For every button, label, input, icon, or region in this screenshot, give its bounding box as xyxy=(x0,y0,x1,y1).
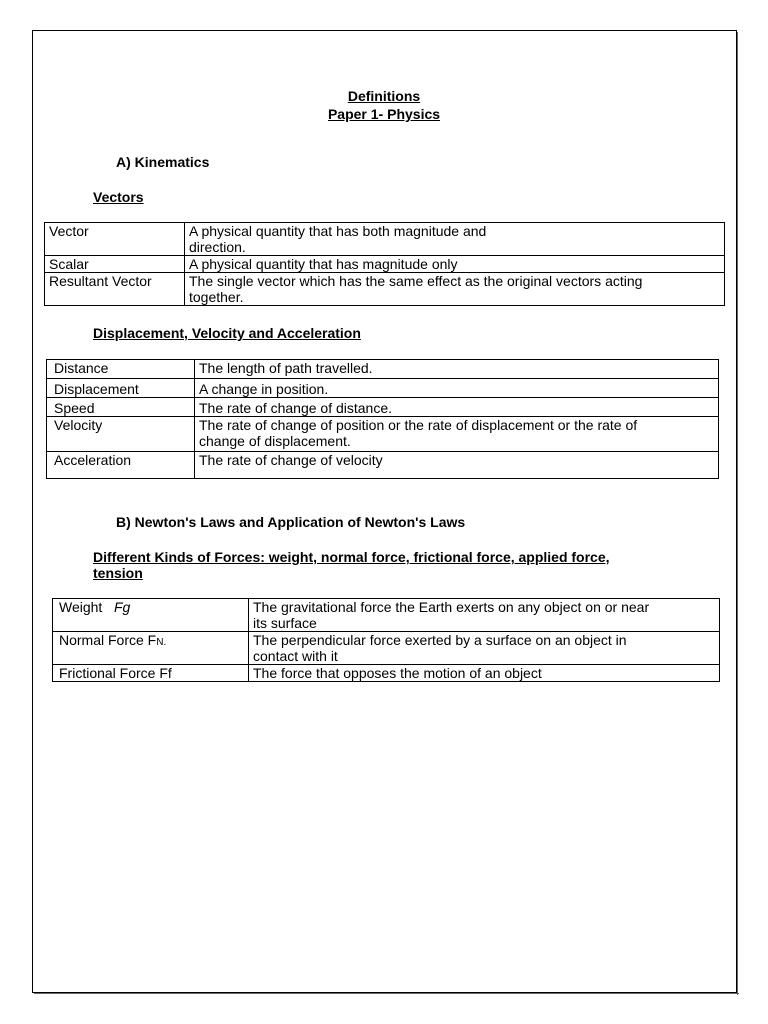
term-text: Normal Force F xyxy=(59,632,157,648)
motion-heading: Displacement, Velocity and Acceleration xyxy=(93,325,361,341)
term-cell: Speed xyxy=(47,398,195,417)
definition-line: change of displacement. xyxy=(199,433,351,449)
definition-cell xyxy=(249,599,720,632)
document-page xyxy=(32,30,737,993)
definition-cell xyxy=(249,632,720,665)
definition-line: The single vector which has the same effect as the original vectors acting xyxy=(189,273,643,289)
table-row xyxy=(53,665,720,682)
definition-cell: The force that opposes the motion of an object xyxy=(249,665,720,682)
term-cell: Distance xyxy=(47,360,195,379)
term-cell xyxy=(53,599,249,632)
table-row xyxy=(45,273,725,306)
definition-line: contact with it xyxy=(253,648,338,664)
term-cell: Scalar xyxy=(45,256,185,273)
page-shadow-bottom xyxy=(34,993,739,995)
table-row xyxy=(45,223,725,256)
table-row xyxy=(47,379,719,398)
definition-line: The perpendicular force exerted by a surface on an object in xyxy=(253,632,627,648)
table-row xyxy=(47,398,719,417)
definition-cell: A physical quantity that has magnitude only xyxy=(185,256,725,273)
term-text: Weight xyxy=(59,599,103,615)
definition-line: together. xyxy=(189,289,244,305)
forces-heading-line2: tension xyxy=(93,565,143,581)
definition-line: The rate of change of position or the rate of displacement or the rate of xyxy=(199,417,638,433)
table-row xyxy=(47,360,719,379)
definition-cell: A change in position. xyxy=(195,379,719,398)
vectors-table xyxy=(44,222,725,306)
definition-line: The gravitational force the Earth exerts on any object on or near xyxy=(253,599,650,615)
table-row xyxy=(53,599,720,632)
forces-table xyxy=(52,598,720,682)
definition-line: A physical quantity that has both magnitude and xyxy=(189,223,487,239)
term-subscript: N. xyxy=(156,637,167,648)
term-cell: Displacement xyxy=(47,379,195,398)
table-row xyxy=(45,256,725,273)
definition-cell xyxy=(185,273,725,306)
term-cell: Vector xyxy=(45,223,185,256)
definition-cell xyxy=(195,417,719,452)
page-shadow-right xyxy=(737,32,739,995)
forces-heading-line1: Different Kinds of Forces: weight, normal force, frictional force, applied force, xyxy=(93,549,610,565)
vectors-heading: Vectors xyxy=(93,189,144,205)
document-title: Definitions xyxy=(347,88,421,104)
term-cell: Velocity xyxy=(47,417,195,452)
term-cell: Resultant Vector xyxy=(45,273,185,306)
section-a-heading: A) Kinematics xyxy=(116,154,210,170)
table-row xyxy=(53,632,720,665)
document-subtitle: Paper 1- Physics xyxy=(327,106,441,122)
definition-line: its surface xyxy=(253,615,317,631)
term-cell: Frictional Force Ff xyxy=(53,665,249,682)
definition-cell: The length of path travelled. xyxy=(195,360,719,379)
table-row xyxy=(47,417,719,452)
term-cell: Acceleration xyxy=(47,452,195,479)
definition-cell xyxy=(185,223,725,256)
motion-table xyxy=(46,359,719,479)
definition-line: direction. xyxy=(189,239,246,255)
term-cell xyxy=(53,632,249,665)
definition-cell: The rate of change of velocity xyxy=(195,452,719,479)
definition-cell: The rate of change of distance. xyxy=(195,398,719,417)
table-row xyxy=(47,452,719,479)
term-symbol: Fg xyxy=(114,599,131,615)
section-b-heading: B) Newton's Laws and Application of Newton's Laws xyxy=(116,514,466,530)
